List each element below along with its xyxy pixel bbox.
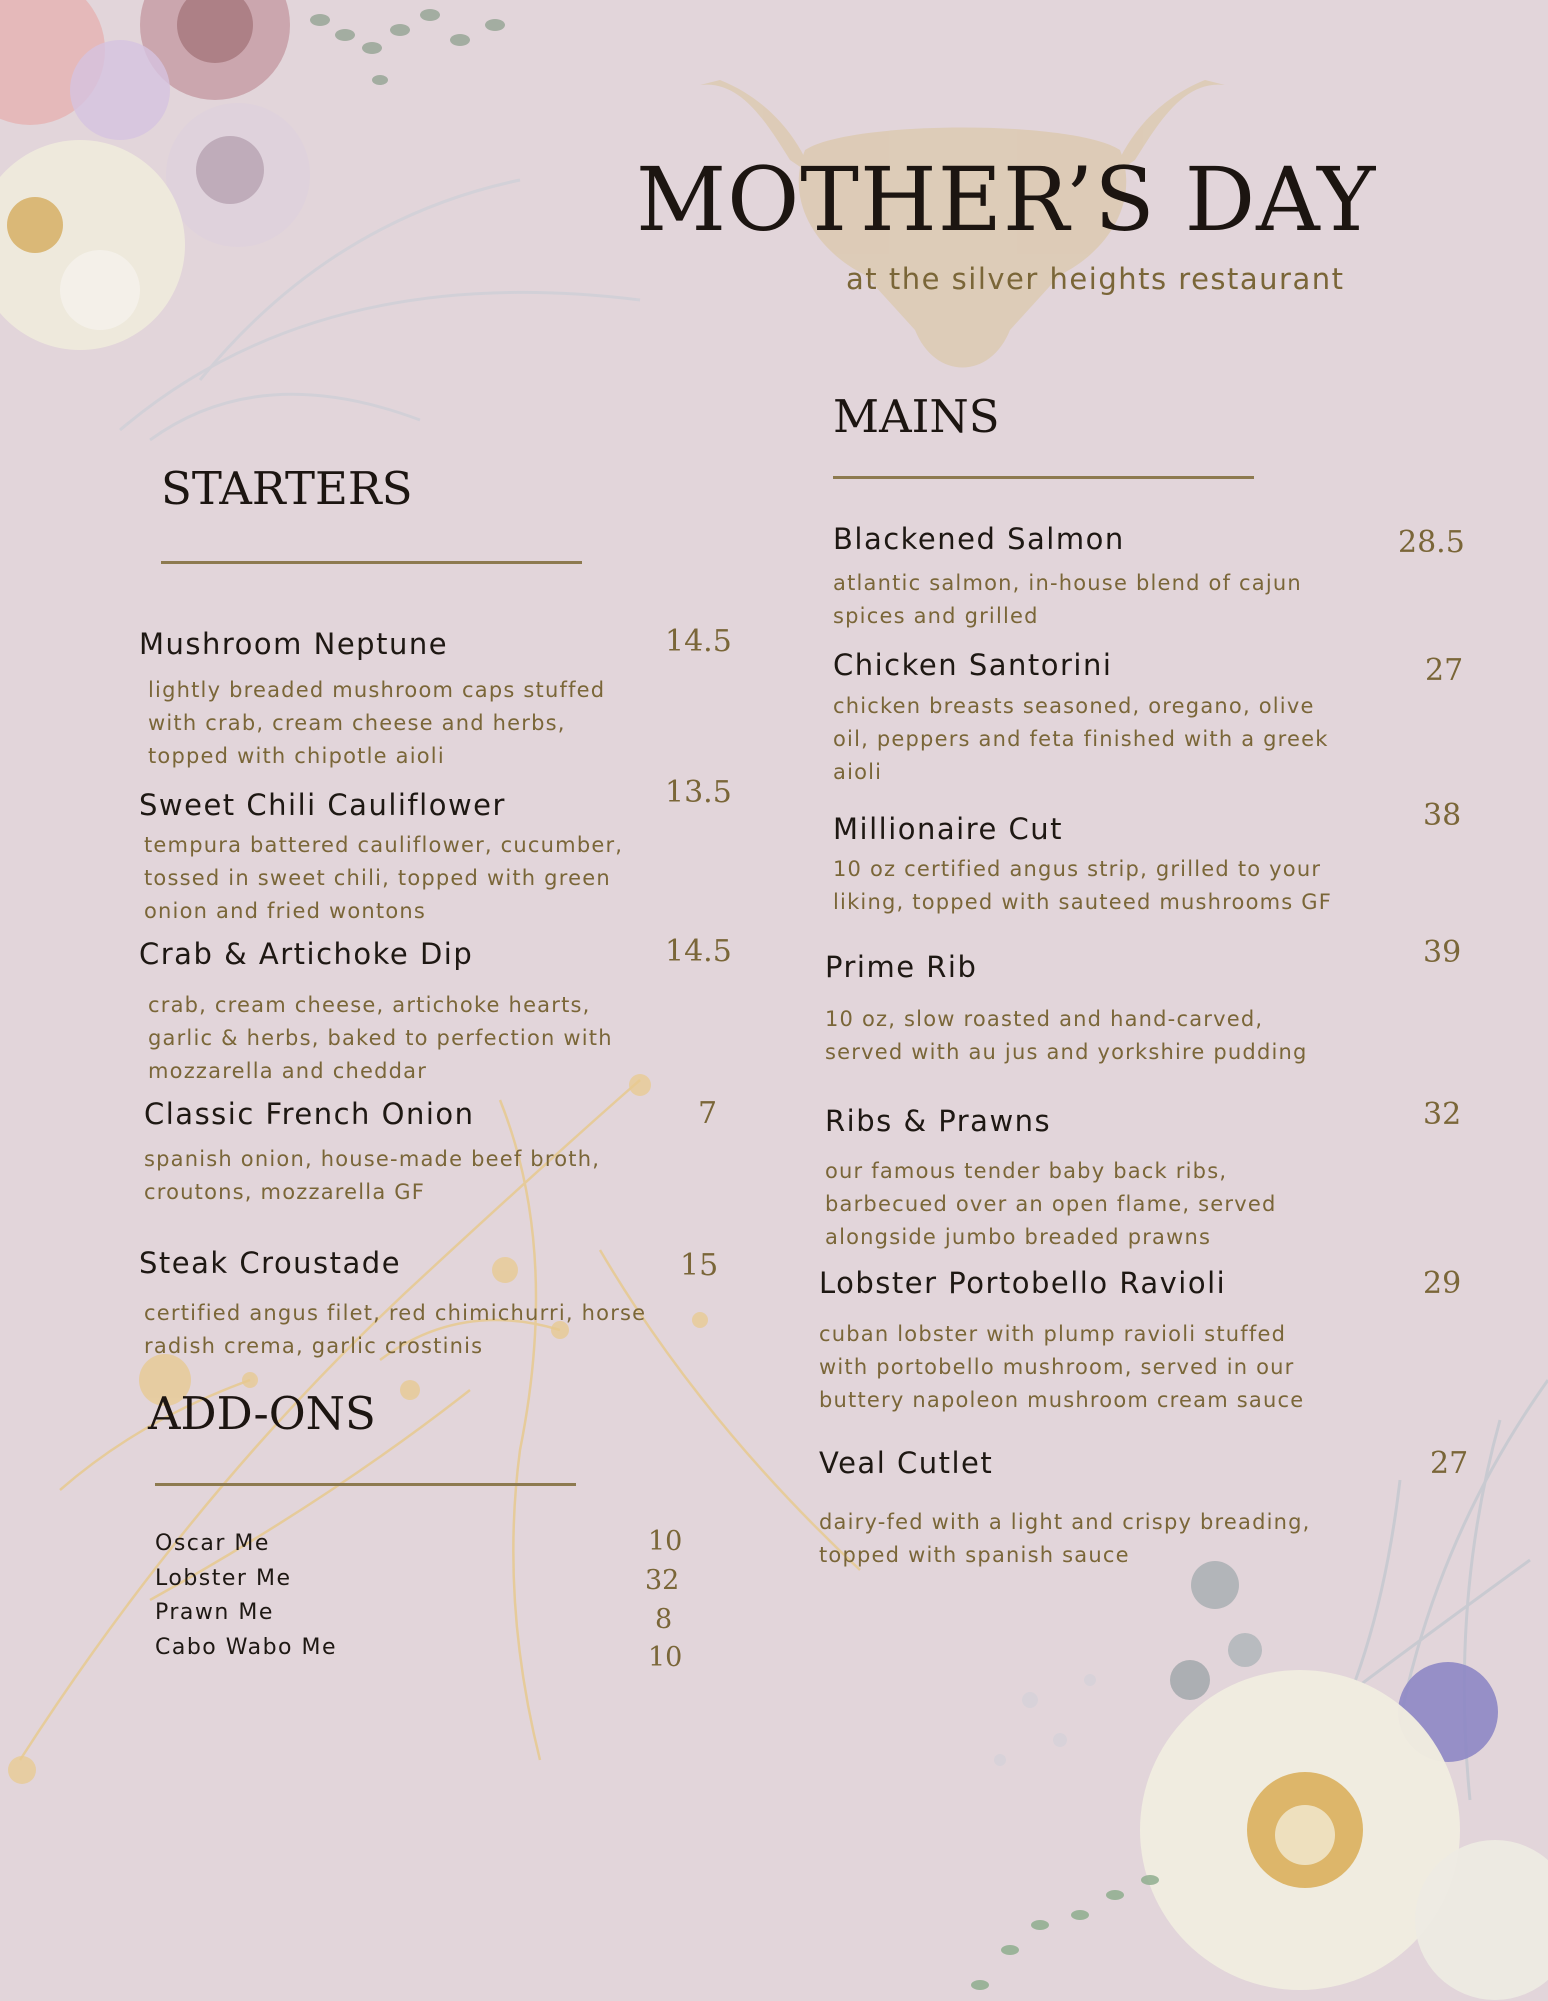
main-price: 38 (1423, 798, 1462, 833)
addon-price: 10 (648, 1526, 683, 1557)
addon-name: Prawn Me (155, 1600, 274, 1625)
starter-description: tempura battered cauliflower, cucumber, tossed in sweet chili, topped with green onion and fried wontons (144, 833, 624, 923)
starter-name: Mushroom Neptune (139, 627, 449, 661)
starter-price: 13.5 (665, 775, 732, 810)
main-price: 27 (1425, 653, 1464, 688)
main-description: atlantic salmon, in-house blend of cajun spices and grilled (833, 571, 1302, 628)
main-price: 32 (1423, 1097, 1462, 1132)
starter-price: 7 (698, 1096, 718, 1131)
main-name: Blackened Salmon (833, 522, 1125, 556)
main-name: Veal Cutlet (819, 1446, 994, 1480)
starter-name: Sweet Chili Cauliflower (139, 788, 506, 822)
main-description: 10 oz certified angus strip, grilled to your liking, topped with sauteed mushrooms GF (833, 857, 1333, 914)
addons-divider (155, 1483, 576, 1486)
main-name: Lobster Portobello Ravioli (819, 1266, 1227, 1300)
starter-price: 14.5 (665, 934, 732, 969)
main-description: 10 oz, slow roasted and hand-carved, served with au jus and yorkshire pudding (825, 1007, 1308, 1064)
starter-name: Classic French Onion (144, 1097, 475, 1131)
main-name: Ribs & Prawns (825, 1104, 1052, 1138)
main-description: chicken breasts seasoned, oregano, olive oil, peppers and feta finished with a greek aioli (833, 694, 1329, 784)
addon-name: Cabo Wabo Me (155, 1635, 338, 1660)
addon-price: 32 (645, 1565, 680, 1596)
starter-description: lightly breaded mushroom caps stuffed with crab, cream cheese and herbs, topped with chipotle aioli (148, 678, 606, 768)
main-description: our famous tender baby back ribs, barbecued over an open flame, served alongside jumbo breaded prawns (825, 1159, 1277, 1249)
main-price: 28.5 (1398, 525, 1465, 560)
main-price: 29 (1423, 1266, 1462, 1301)
starter-price: 15 (680, 1248, 719, 1283)
floral-top-left-icon (0, 0, 640, 440)
starter-name: Steak Croustade (139, 1246, 402, 1280)
main-description: cuban lobster with plump ravioli stuffed with portobello mushroom, served in our buttery napoleon mushroom cream sauce (819, 1322, 1305, 1412)
main-price: 39 (1423, 935, 1462, 970)
starter-price: 14.5 (665, 624, 732, 659)
page-title: MOTHER’S DAY (636, 148, 1377, 251)
mains-heading: MAINS (833, 390, 1000, 443)
starters-divider (161, 561, 582, 564)
addons-heading: ADD-ONS (148, 1387, 376, 1440)
main-name: Millionaire Cut (833, 812, 1064, 846)
page-subtitle: at the silver heights restaurant (846, 262, 1345, 296)
starter-description: certified angus filet, red chimichurri, horse radish crema, garlic crostinis (144, 1301, 647, 1358)
starter-description: crab, cream cheese, artichoke hearts, garlic & herbs, baked to perfection with mozzarella and cheddar (148, 993, 613, 1083)
main-price: 27 (1430, 1446, 1469, 1481)
addon-price: 10 (648, 1642, 683, 1673)
starter-name: Crab & Artichoke Dip (139, 937, 474, 971)
starters-heading: STARTERS (161, 462, 413, 515)
main-name: Prime Rib (825, 950, 978, 984)
addon-name: Oscar Me (155, 1531, 270, 1556)
addon-name: Lobster Me (155, 1566, 292, 1591)
starter-description: spanish onion, house-made beef broth, croutons, mozzarella GF (144, 1147, 601, 1204)
mains-divider (833, 476, 1254, 479)
main-description: dairy-fed with a light and crispy breading, topped with spanish sauce (819, 1510, 1311, 1567)
addon-price: 8 (655, 1604, 673, 1635)
main-name: Chicken Santorini (833, 648, 1113, 682)
